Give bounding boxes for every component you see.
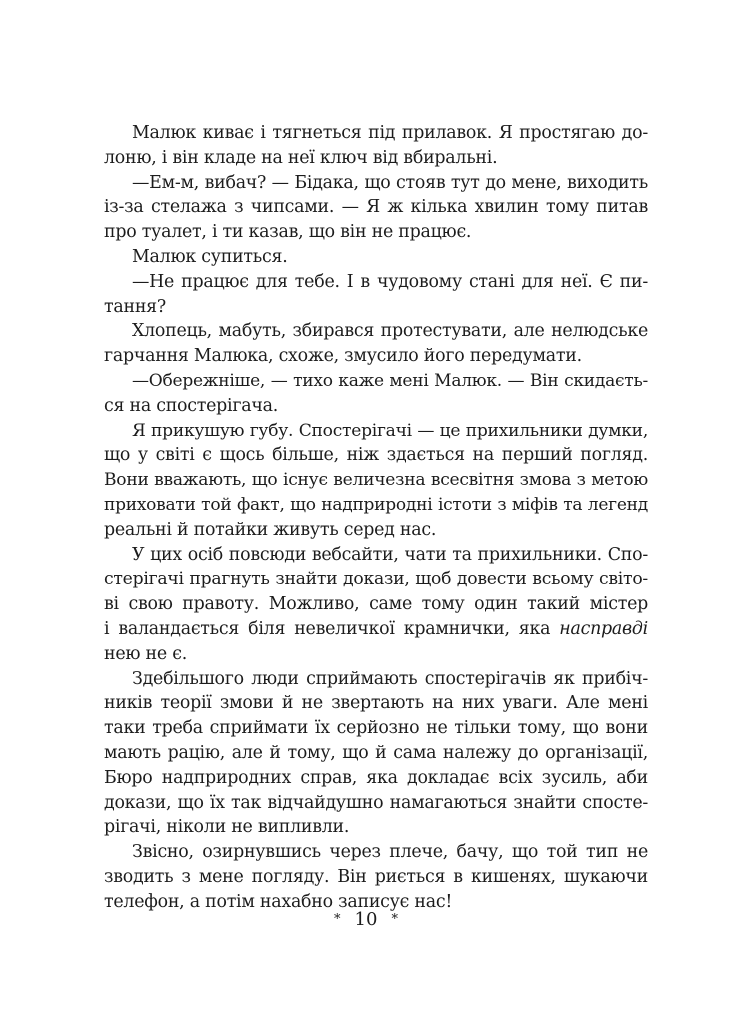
text-line: реальні й потайки живуть серед нас. bbox=[104, 519, 437, 540]
text-line: Бюро надприродних справ, яка докладає всіх зусиль, аби bbox=[104, 767, 648, 788]
text-line: лоню, і він кладе на неї ключ від вбиральні. bbox=[104, 147, 498, 168]
text-line: ників теорії змови й не звертають на них уваги. Але мені bbox=[104, 693, 648, 714]
text-line: приховати той факт, що надприродні істоти з міфів та легенд bbox=[104, 494, 648, 515]
text-line: —Обережніше, — тихо каже мені Малюк. — Він скидаєть- bbox=[132, 370, 648, 391]
text-line: —Ем-м, вибач? — Бідака, що стояв тут до мене, виходить bbox=[132, 172, 648, 193]
text-line: рігачі, ніколи не випливли. bbox=[104, 817, 350, 838]
text-line: Малюк киває і тягнеться під прилавок. Я простягаю до- bbox=[132, 123, 648, 143]
page-number: 10 bbox=[354, 909, 378, 930]
text-line: таки треба сприймати їх серйозно не тільки тому, що вони bbox=[104, 718, 648, 739]
text-line: —Не працює для тебе. І в чудовому стані для неї. Є пи- bbox=[132, 271, 648, 292]
text-line: нею не є. bbox=[104, 643, 187, 664]
text-line: про туалет, і ти казав, що він не працює. bbox=[104, 222, 472, 243]
body-text bbox=[104, 121, 648, 915]
text-line: що у світі є щось більше, ніж здається на перший погляд. bbox=[104, 445, 648, 466]
text-line: Здебільшого люди сприймають спостерігачів як прибіч- bbox=[132, 668, 648, 689]
text-line: телефон, а потім нахабно записує нас! bbox=[104, 891, 453, 912]
text-line: зводить з мене погляду. Він риється в кишенях, шукаючи bbox=[104, 866, 648, 887]
text-line: гарчання Малюка, схоже, змусило його передумати. bbox=[104, 346, 582, 367]
text-line: тання? bbox=[104, 296, 166, 317]
left-star-ornament: * bbox=[334, 912, 341, 927]
text-line: У цих осіб повсюди вебсайти, чати та прихильники. Спо- bbox=[132, 544, 648, 565]
text-line: ся на спостерігача. bbox=[104, 395, 278, 416]
text-line: Звісно, озирнувшись через плече, бачу, що той тип не bbox=[132, 842, 648, 863]
text-line bbox=[104, 617, 648, 642]
text-line: стерігачі прагнуть знайти докази, щоб довести всьому світо- bbox=[104, 569, 648, 590]
text-line: із-за стелажа з чипсами. — Я ж кілька хвилин тому питав bbox=[104, 197, 648, 218]
right-star-ornament: * bbox=[391, 912, 398, 927]
text-line: Я прикушую губу. Спостерігачі — це прихильники думки, bbox=[132, 420, 648, 441]
text-line: Малюк супиться. bbox=[132, 246, 288, 267]
text-line: ві свою правоту. Можливо, саме тому один такий містер bbox=[104, 594, 648, 615]
text-line-segment: і валандається біля невеличкої крамнички, яка bbox=[104, 618, 560, 639]
text-line: докази, що їх так відчайдушно намагаються знайти спосте- bbox=[104, 792, 648, 813]
text-line: Хлопець, мабуть, збирався протестувати, але нелюдське bbox=[132, 321, 648, 342]
text-line: Вони вважають, що існує величезна всесвітня змова з метою bbox=[104, 470, 648, 491]
italic-emphasis: насправді bbox=[559, 618, 648, 639]
page-footer bbox=[0, 908, 732, 932]
text-line: мають рацію, але й тому, що й сама належу до організації, bbox=[104, 742, 648, 763]
